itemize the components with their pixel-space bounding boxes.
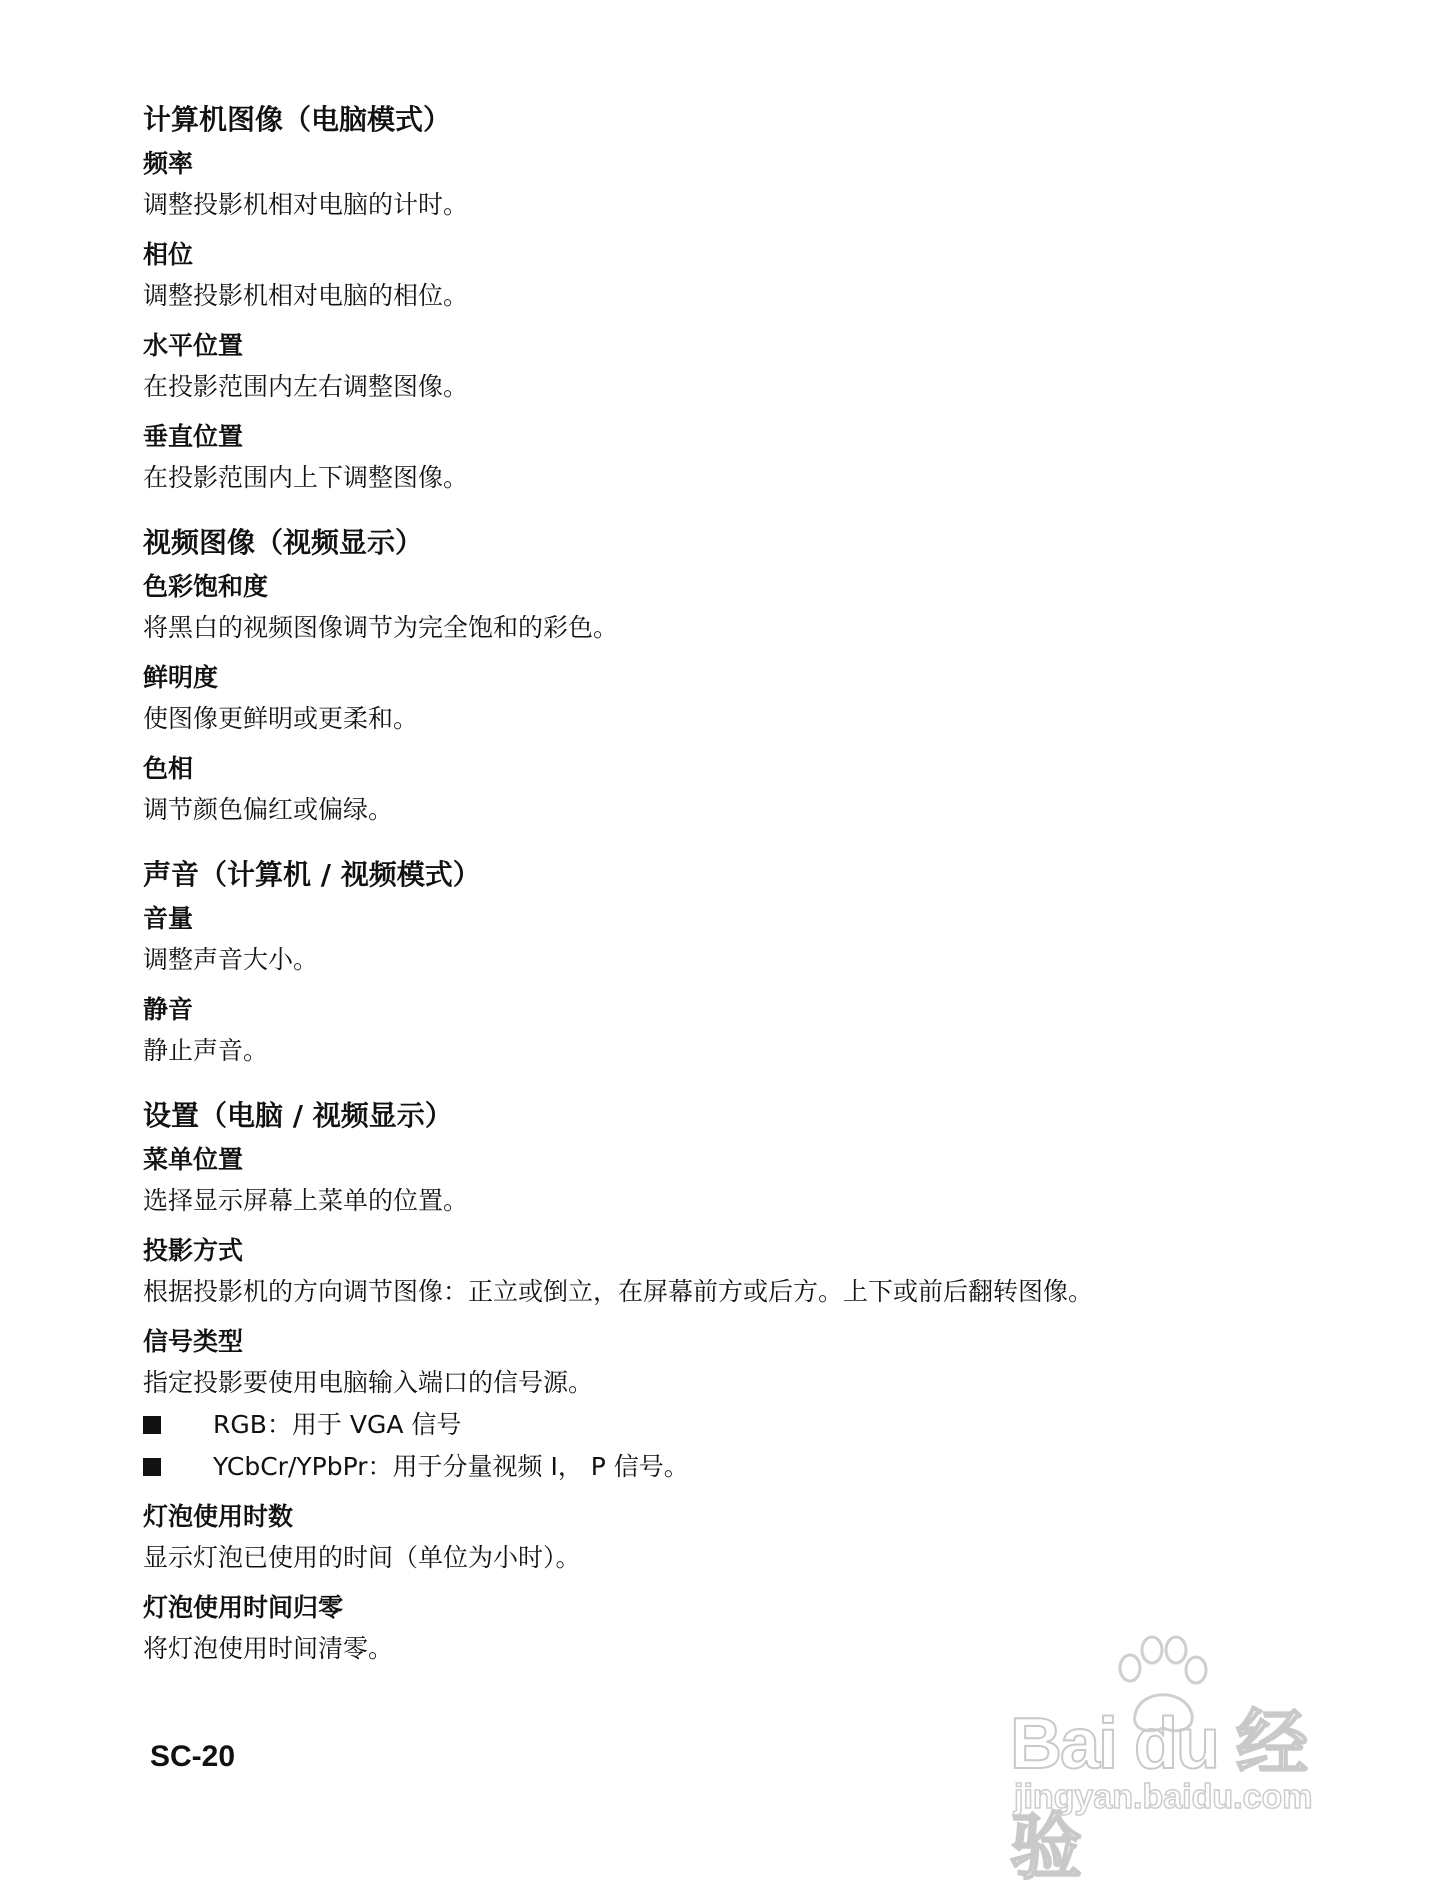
item-desc: 调整声音大小。 <box>143 945 319 974</box>
item-frequency <box>143 144 1323 226</box>
list-item-text: YCbCr/YPbPr：用于分量视频 I， P 信号。 <box>213 1452 689 1481</box>
section-title: 设置（电脑 / 视频显示） <box>143 1099 453 1132</box>
section-title: 声音（计算机 / 视频模式） <box>143 858 481 891</box>
section-title: 计算机图像（电脑模式） <box>143 103 452 136</box>
section-computer-image <box>143 98 1323 499</box>
item-volume <box>143 899 1323 981</box>
square-bullet-icon <box>143 1416 161 1434</box>
item-title: 菜单位置 <box>143 1145 244 1174</box>
item-desc: 选择显示屏幕上菜单的位置。 <box>143 1186 469 1215</box>
item-desc: 将灯泡使用时间清零。 <box>143 1634 394 1663</box>
item-desc: 调节颜色偏红或偏绿。 <box>143 795 394 824</box>
item-title: 相位 <box>143 240 194 269</box>
item-desc: 使图像更鲜明或更柔和。 <box>143 704 419 733</box>
item-desc: 将黑白的视频图像调节为完全饱和的彩色。 <box>143 613 619 642</box>
item-mute <box>143 990 1323 1072</box>
item-title: 垂直位置 <box>143 422 244 451</box>
item-sharpness <box>143 658 1323 740</box>
list-item-text: RGB：用于 VGA 信号 <box>213 1410 462 1439</box>
item-title: 频率 <box>143 149 194 178</box>
section-video-image <box>143 521 1323 831</box>
watermark <box>1010 1630 1340 1888</box>
signal-type-list <box>143 1404 1323 1488</box>
section-sound <box>143 853 1323 1072</box>
item-desc: 在投影范围内上下调整图像。 <box>143 463 469 492</box>
item-signal-type <box>143 1322 1323 1488</box>
list-item <box>143 1404 1323 1446</box>
item-title: 灯泡使用时间归零 <box>143 1593 344 1622</box>
item-title: 信号类型 <box>143 1327 244 1356</box>
item-title: 色相 <box>143 754 194 783</box>
item-title: 灯泡使用时数 <box>143 1502 294 1531</box>
item-desc: 调整投影机相对电脑的计时。 <box>143 190 469 219</box>
section-settings <box>143 1094 1323 1670</box>
item-hue <box>143 749 1323 831</box>
section-title: 视频图像（视频显示） <box>143 526 424 559</box>
list-item <box>143 1446 1323 1488</box>
item-horizontal-position <box>143 326 1323 408</box>
item-vertical-position <box>143 417 1323 499</box>
item-desc: 调整投影机相对电脑的相位。 <box>143 281 469 310</box>
item-title: 静音 <box>143 995 194 1024</box>
watermark-url: jingyan.baidu.com <box>1014 1778 1313 1816</box>
item-desc: 显示灯泡已使用的时间（单位为小时）。 <box>143 1543 581 1572</box>
item-desc: 指定投影要使用电脑输入端口的信号源。 <box>143 1368 594 1397</box>
page-number: SC-20 <box>150 1740 236 1773</box>
item-title: 水平位置 <box>143 331 244 360</box>
item-title: 音量 <box>143 904 194 933</box>
item-saturation <box>143 567 1323 649</box>
item-desc: 根据投影机的方向调节图像：正立或倒立，在屏幕前方或后方。上下或前后翻转图像。 <box>143 1277 1094 1306</box>
item-title: 鲜明度 <box>143 663 219 692</box>
item-desc: 在投影范围内左右调整图像。 <box>143 372 469 401</box>
item-menu-position <box>143 1140 1323 1222</box>
item-desc: 静止声音。 <box>143 1036 269 1065</box>
document-page <box>143 98 1323 1692</box>
item-title: 色彩饱和度 <box>143 572 269 601</box>
item-projection-mode <box>143 1231 1323 1313</box>
square-bullet-icon <box>143 1458 161 1476</box>
item-lamp-hours <box>143 1497 1323 1579</box>
item-title: 投影方式 <box>143 1236 244 1265</box>
watermark-logo: Bai du 经验 <box>1010 1704 1307 1888</box>
item-phase <box>143 235 1323 317</box>
